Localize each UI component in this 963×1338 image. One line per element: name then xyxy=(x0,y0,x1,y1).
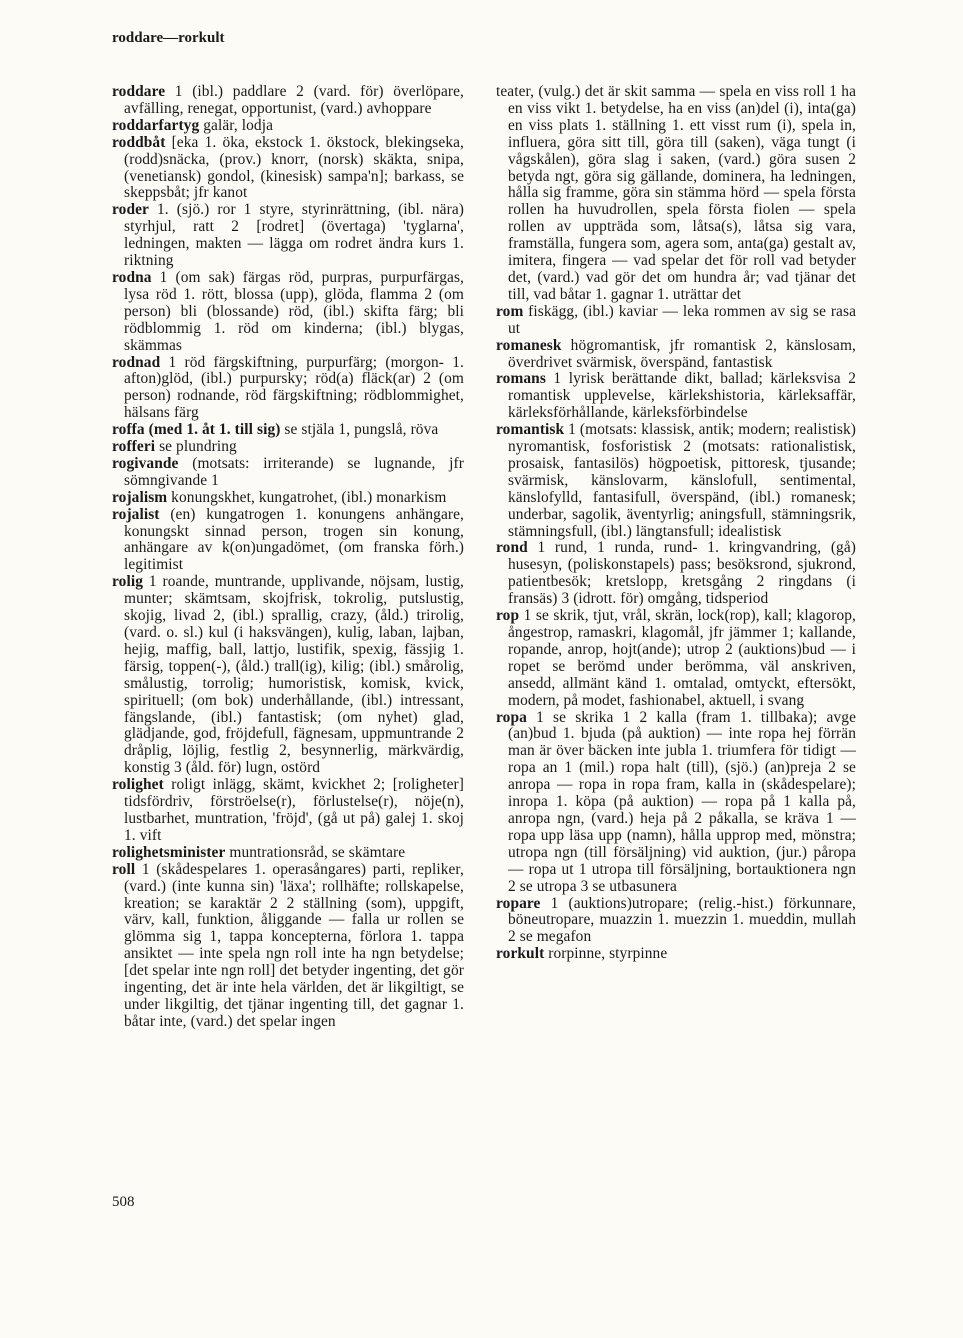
entry-definition: galär, lodja xyxy=(199,116,274,134)
dictionary-entry xyxy=(496,896,856,947)
entry-definition: 1 (om sak) färgas röd, purpras, purpurfärgas, lysa röd 1. rött, blossa (upp), glöda, flamma 2 (om person) bli (blossande) röd, (ibl.) skifta färg; bli rödblommig 1. röd om kinderna; (ibl.) blygas, skämmas xyxy=(124,268,464,354)
dictionary-entry xyxy=(112,456,464,490)
entry-definition: 1 (skådespelares 1. operasångares) parti, repliker, (vard.) (inte kunna sin) 'läxa'; rollhäfte; rollskapelse, kreation; se karaktär 2 2 ställning (som), uppgift, värv, kall, funktion, åliggande — falla ur rollen se glömma sig 1, tappa koncepterna, förlora 1. tappa ansiktet — inte spela ngn roll inte ha ngn betydelse; [det spelar inte ngn roll] det betyder ingenting, det gör ingenting, det är inte hela världen, det är likgiltigt, se under likgiltig, det tjänar ingenting till, det gagnar 1. båtar inte, (vard.) det spelar ingen xyxy=(124,860,464,1030)
entry-definition: 1 (ibl.) paddlare 2 (vard. för) överlöpare, avfälling, renegat, opportunist, (vard.) avhoppare xyxy=(124,83,464,117)
entry-definition: (en) kungatrogen 1. konungens anhängare, konungskt sinnad person, trogen sin konung, anhängare av k(on)ungadömet, (om franska förh.) legitimist xyxy=(124,505,464,574)
entry-definition: 1 se skrik, tjut, vrål, skrän, lock(rop), kall; klagorop, ångestrop, ramaskri, klagomål, jfr jämmer 1; kallande, ropande, anrop, hojt(ande); utrop 2 (auktions)bud — i ropet se berömd under berömma, väl anskriven, ansedd, allmänt känd 1. omtalad, omtyckt, eftersökt, modern, på modet, fashionabel, aktuell, i svang xyxy=(508,607,856,709)
dictionary-entry xyxy=(112,845,464,862)
entry-definition: rorpinne, styrpinne xyxy=(544,945,668,963)
entry-definition: teater, (vulg.) det är skit samma — spela en viss roll 1 ha en viss vikt 1. betydelse, ha en viss (an)del (i), inta(ga) en viss plats 1. ställning 1. ett visst rum (i), spela in, influera, göra sitt till, göra till (saken), väga tungt (i vågskålen), göra slag i saken, (vard.) göra susen 2 betyda ngt, göra sig gällande, dominera, ha ledningen, hålla sig framme, göra sin stämma hörd — spela första rollen ha huvudrollen, spela första fiolen — spela rollen av uppträda som, låtsa(s), låtsa sig vara, framställa, fungera som, agera som, anta(ga) gestalt av, imitera, fingera — vad spelar det för roll vad betyder det, (vard.) vad gör det om hundra år; vad tjänar det till, vad båtar 1. gagnar 1. uträttar det xyxy=(496,83,856,303)
dictionary-entry xyxy=(496,338,856,372)
entry-definition: 1 roande, muntrande, upplivande, nöjsam, lustig, munter; skämtsam, skojfrisk, tokrolig, putslustig, skojig, livad 2, (ibl.) sprallig, crazy, (åld.) trirolig, (vard. o. sl.) kul (i haksvängen), kulig, laban, lajban, hejig, maffig, ball, lattjo, lustifik, spexig, fässjig 1. färsig, toppen(-), (åld.) trall(ig), kilig; (ibl.) smårolig, smålustig, torrolig; humoristisk, komisk, kvick, spirituell; (om bok) underhållande, (ibl.) intressant, fängslande, (ibl.) fantastisk; (om nyhet) glad, glädjande, god, fröjdefull, fägnesam, uppmuntrande 2 dråplig, löjlig, festlig 2, besynnerlig, märkvärdig, konstig 3 (åld. för) lugn, ostörd xyxy=(124,573,464,777)
left-column xyxy=(112,84,464,1031)
entry-definition: se plundring xyxy=(155,438,237,456)
entry-headword: rodnad xyxy=(112,353,161,371)
entry-headword: rodna xyxy=(112,268,152,286)
dictionary-entry xyxy=(112,862,464,1031)
entry-headword: roddare xyxy=(112,83,166,100)
page-number: 508 xyxy=(112,1194,135,1210)
dictionary-entry xyxy=(112,202,464,270)
entry-headword: rond xyxy=(496,539,528,557)
entry-headword: roll xyxy=(112,860,136,878)
dictionary-entry xyxy=(112,270,464,355)
entry-headword: romantisk xyxy=(496,421,565,439)
entry-definition: högromantisk, jfr romantisk 2, känslosam, överdrivet svärmisk, överspänd, fantastisk xyxy=(508,336,856,371)
entry-headword: roddbåt xyxy=(112,133,166,151)
entry-headword: roder xyxy=(112,201,149,219)
dictionary-entry xyxy=(496,84,856,304)
dictionary-entry xyxy=(496,946,856,963)
entry-headword: ropa xyxy=(496,708,527,726)
dictionary-entry xyxy=(112,118,464,135)
dictionary-entry xyxy=(112,490,464,507)
entry-headword: rolighetsminister xyxy=(112,843,226,861)
dictionary-entry xyxy=(112,135,464,203)
entry-definition: 1 (auktions)utropare; (relig.-hist.) förkunnare, böneutropare, muazzin 1. muezzin 1. mueddin, mullah 2 se megafon xyxy=(508,894,856,946)
entry-definition: 1 (motsats: klassisk, antik; modern; realistisk) nyromantisk, fosforistisk 2 (motsats: rationalistisk, prosaisk, fantasilös) högpoetisk, pittoresk, tjusande; svärmisk, känslovarm, känslofull, sentimental, känslofylld, fantasifull, överspänd, (ibl.) romanesk; underbar, sagolik, äventyrlig; aningsfull, stämningsrik, stämningsfull, (ibl.) längtansfull; idealistisk xyxy=(508,421,856,540)
dictionary-entry xyxy=(496,608,856,709)
dictionary-entry xyxy=(112,507,464,575)
entry-definition: fiskägg, (ibl.) kaviar — leka rommen av sig se rasa ut xyxy=(508,302,856,337)
entry-definition: 1 lyrisk berättande dikt, ballad; kärleksvisa 2 romantisk upplevelse, kärlekshistoria, kärleksaffär, kärleksförhållande, kärleksförbindelse xyxy=(508,370,856,422)
entry-definition: [eka 1. öka, ekstock 1. ökstock, blekingseka, (rodd)snäcka, (prov.) knorr, (norsk) skäkta, snipa, (venetiansk) gondol, (kinesisk) sampa'n]; barkass, se skeppsbåt; jfr kanot xyxy=(124,133,464,202)
dictionary-entry xyxy=(112,422,464,439)
entry-headword: rolig xyxy=(112,573,143,591)
entry-definition: 1 se skrika 1 2 kalla (fram 1. tillbaka); avge (an)bud 1. bjuda (på auktion) — inte ropa hej förrän man är över bäcken inte jubla 1. triumfera för tidigt — ropa an 1 (mil.) ropa halt (till), (sjö.) (an)preja 2 se anropa — ropa in ropa fram, kalla in (skådespelare); inropa 1. köpa (på auktion) — ropa på 1 kalla på, anropa ngn, (vard.) heja på 2 påkalla, se kräva 1 — ropa upp läsa upp (namn), hålla upprop med, mönstra; utropa ngn (till försäljning) vid auktion, (jur.) påropa — ropa ut 1 utropa till försäljning, bortauktionera ngn 2 se utropa 3 se utbasunera xyxy=(508,708,856,895)
entry-definition: 1 röd färgskiftning, purpurfärg; (morgon- 1. afton)glöd, (ibl.) purpursky; röd(a) fläck(ar) 2 (om person) rodnande, röd färgskiftning; rödblommighet, hälsans färg xyxy=(124,353,464,422)
entry-headword: rom xyxy=(496,302,524,320)
entry-headword: rojalist xyxy=(112,505,160,523)
dictionary-entry xyxy=(496,540,856,608)
dictionary-entry xyxy=(112,355,464,423)
dictionary-entry xyxy=(112,84,464,118)
entry-definition: roligt inlägg, skämt, kvickhet 2; [roligheter] tidsfördriv, förströelse(r), förlustelse(r), nöje(n), lustbarhet, muntration, 'fröjd', (gå ut på) galej 1. skoj 1. vift xyxy=(124,776,464,844)
entry-definition: (motsats: irriterande) se lugnande, jfr sömngivande 1 xyxy=(124,454,464,489)
entry-definition: konungskhet, kungatrohet, (ibl.) monarkism xyxy=(167,488,447,506)
dictionary-entry xyxy=(112,777,464,845)
entry-headword: rofferi xyxy=(112,438,156,456)
entry-headword: romanesk xyxy=(496,336,562,354)
dictionary-entry xyxy=(112,574,464,777)
entry-definition: muntrationsråd, se skämtare xyxy=(225,843,406,861)
entry-definition: se stjäla 1, pungslå, röva xyxy=(280,421,439,439)
entry-headword: roffa (med 1. åt 1. till sig) xyxy=(112,421,281,439)
entry-headword: roddarfartyg xyxy=(112,116,200,134)
dictionary-entry xyxy=(496,304,856,338)
dictionary-entry xyxy=(112,439,464,456)
entry-headword: rorkult xyxy=(496,945,545,963)
right-column xyxy=(496,84,856,963)
entry-definition: 1. (sjö.) ror 1 styre, styrinrättning, (ibl. nära) styrhjul, ratt 2 [rodret] (övertaga) 'tyglarna', ledningen, makten — lägga om rodret ändra kurs 1. riktning xyxy=(124,201,464,270)
entry-headword: romans xyxy=(496,370,546,388)
dictionary-entry xyxy=(496,422,856,540)
entry-headword: rolighet xyxy=(112,776,164,794)
entry-headword: rojalism xyxy=(112,488,168,506)
entry-headword: ropare xyxy=(496,894,541,912)
running-head: roddare—rorkult xyxy=(112,30,225,46)
dictionary-entry xyxy=(496,710,856,896)
entry-headword: rop xyxy=(496,607,520,625)
dictionary-entry xyxy=(496,371,856,422)
entry-definition: 1 rund, 1 runda, rund- 1. kringvandring, (gå) husesyn, (poliskonstapels) pass; besöksrond, sjukrond, patientbesök; kretslopp, kretsgång 2 ringdans (i fransäs) 3 (idrott. för) omgång, tidsperiod xyxy=(508,539,856,608)
entry-headword: rogivande xyxy=(112,454,179,472)
